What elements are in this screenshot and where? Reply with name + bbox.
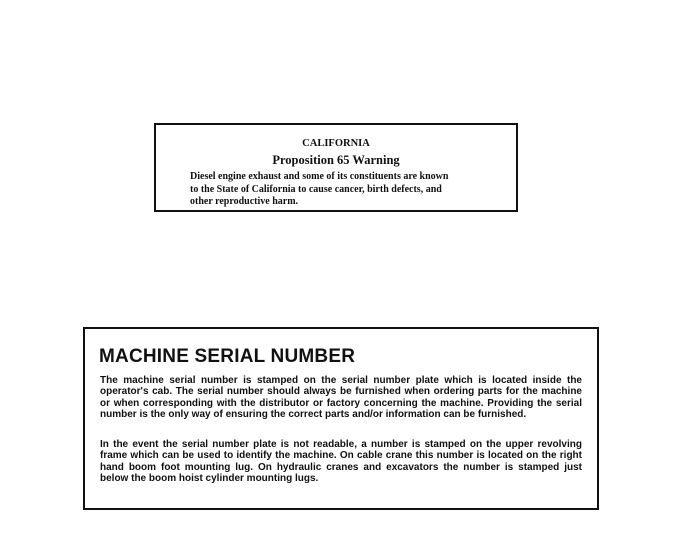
warning-heading: CALIFORNIA <box>302 138 370 149</box>
warning-body-line: to the State of California to cause cancer, birth defects, and <box>190 183 442 195</box>
warning-body-line: other reproductive harm. <box>190 196 299 207</box>
serial-number-paragraph-2: In the event the serial number plate is not readable, a number is stamped on the upper revolving frame which can be used to identify the machine. On cable crane this number is located on the right hand boom foot mounting lug. On hydraulic cranes and excavators the number is stamped just below the boom hoist cylinder mounting lugs. <box>100 439 582 484</box>
warning-title: Proposition 65 Warning <box>272 153 400 167</box>
serial-number-paragraph-1: The machine serial number is stamped on the serial number plate which is located inside the operator's cab. The serial number should always be furnished when ordering parts for the machine or when corresponding with the distributor or factory concerning the machine. Providing the serial number is the only way of ensuring the correct parts and/or information can be furnished. <box>100 375 582 420</box>
machine-serial-number-box <box>83 327 599 510</box>
warning-body-line: Diesel engine exhaust and some of its constituents are known <box>190 171 449 182</box>
california-prop65-warning-box <box>154 123 518 212</box>
warning-body <box>190 171 490 209</box>
serial-number-title: MACHINE SERIAL NUMBER <box>99 346 356 367</box>
